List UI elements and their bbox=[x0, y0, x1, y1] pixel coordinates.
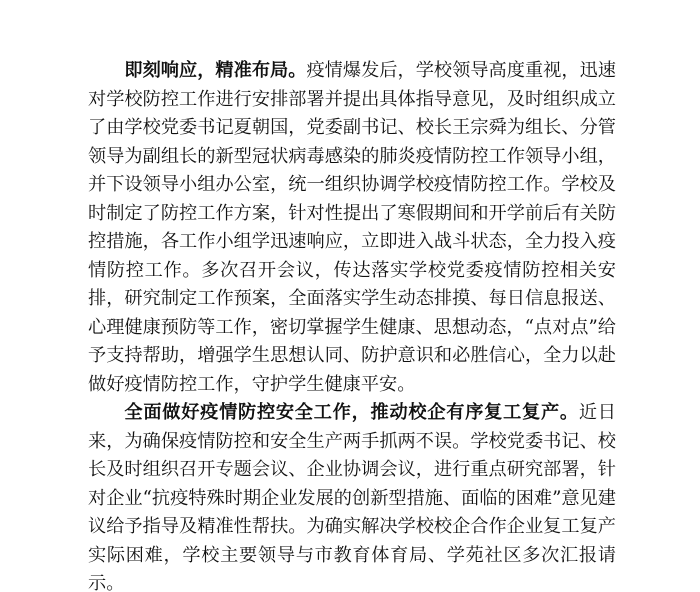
paragraph-body: 疫情爆发后，学校领导高度重视，迅速对学校防控工作进行安排部署并提出具体指导意见，及时组织成立了由学校党委书记夏朝国，党委副书记、校长王宗舜为组长、分管领导为副组长的新型冠状病毒感染的肺炎疫情防控工作领导小组，并下设领导小组办公室，统一组织协调学校疫情防控工作。学校及时制定了防控工作方案，针对性提出了寒假期间和开学前后有关防控措施，各工作小组学迅速响应，立即进入战斗状态，全力投入疫情防控工作。多次召开会议，传达落实学校党委疫情防控相关安排，研究制定工作预案，全面落实学生动态排摸、每日信息报送、心理健康预防等工作，密切掌握学生健康、思想动态，“点对点”给予支持帮助，增强学生思想认同、防护意识和必胜信心，全力以赴做好疫情防控工作，守护学生健康平安。 bbox=[88, 60, 616, 395]
paragraph-heading: 即刻响应，精准布局。 bbox=[124, 60, 307, 81]
paragraph-resume-production bbox=[88, 399, 616, 592]
paragraph-response-layout bbox=[88, 57, 616, 399]
paragraph-heading: 全面做好疫情防控安全工作，推动校企有序复工复产。 bbox=[124, 402, 579, 423]
paragraph-body: 近日来，为确保疫情防控和安全生产两手抓两不误。学校党委书记、校长及时组织召开专题会议、企业协调会议，进行重点研究部署，针对企业“抗疫特殊时期企业发展的创新型措施、面临的困难”意见建议给予指导及精准性帮扶。为确实解决学校校企合作企业复工复产实际困难，学校主要领导与市教育体育局、学苑社区多次汇报请示。 bbox=[88, 402, 616, 592]
